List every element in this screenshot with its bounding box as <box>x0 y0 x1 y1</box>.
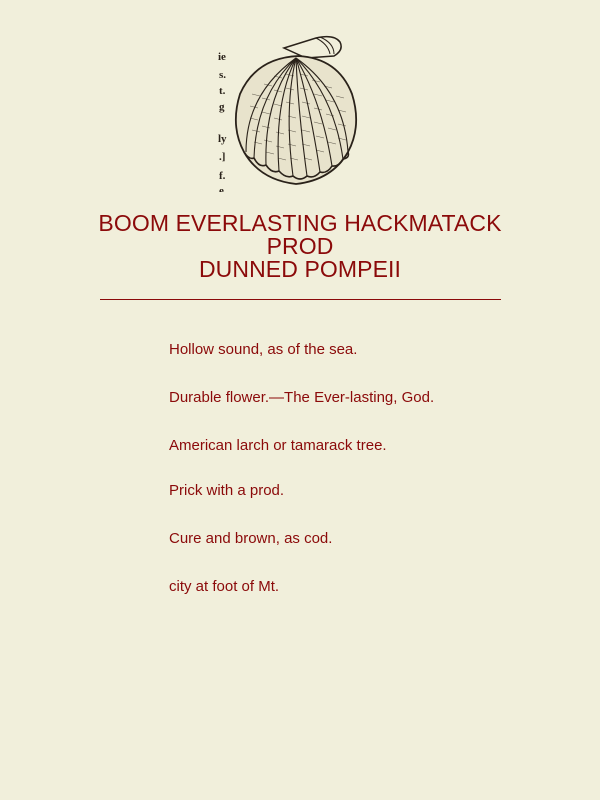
title-line: PROD <box>266 233 334 259</box>
definition-item: Prick with a prod. <box>169 482 285 499</box>
title-divider <box>100 299 501 300</box>
clipping-letter: ie <box>218 51 226 63</box>
clipping-letter: g <box>219 101 225 113</box>
clipping-letter: f. <box>219 170 226 182</box>
definition-item: Durable flower.—The Ever-lasting, God. <box>169 389 435 406</box>
definition-item: Cure and brown, as cod. <box>169 530 333 547</box>
page-title <box>0 212 600 281</box>
definition-item: city at foot of Mt. <box>169 578 280 595</box>
scallop-shell-icon <box>216 34 380 192</box>
title-line: BOOM EVERLASTING HACKMATACK <box>98 210 502 236</box>
scallop-shell-illustration <box>216 34 380 192</box>
clipping-letter: s. <box>219 69 227 81</box>
clipping-letter: .] <box>219 151 226 163</box>
clipping-letter: t. <box>219 85 226 97</box>
title-line: DUNNED POMPEII <box>198 256 402 282</box>
clipping-letter: e <box>219 185 224 192</box>
definition-item: Hollow sound, as of the sea. <box>169 341 358 358</box>
definition-item: American larch or tamarack tree. <box>169 437 387 454</box>
clipping-letter: ly <box>218 133 227 145</box>
